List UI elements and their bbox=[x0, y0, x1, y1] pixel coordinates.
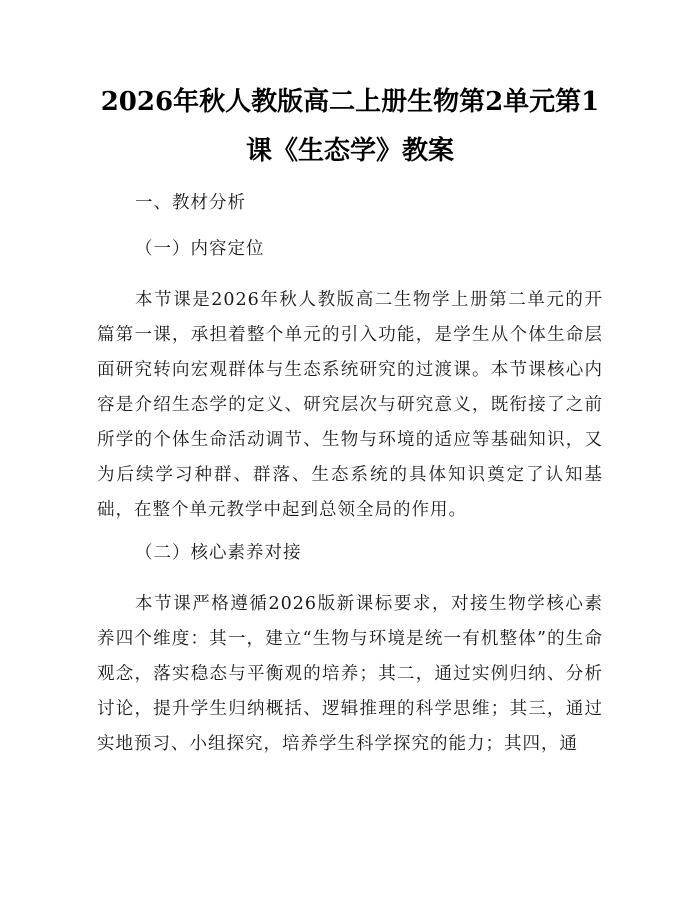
subsection-heading: （一）内容定位 bbox=[135, 239, 265, 259]
document-title: 2026年秋人教版高二上册生物第2单元第1课《生态学》教案 bbox=[100, 87, 600, 166]
subsection-heading: （二）核心素养对接 bbox=[135, 543, 302, 563]
body-paragraph: 本节课是2026年秋人教版高二生物学上册第二单元的开篇第一课，承担着整个单元的引入功能，是学生从个体生命层面研究转向宏观群体与生态系统研究的过渡课。本节课核心内容是介绍生态学的定义、研究层次与研究意义，既衔接了之前所学的个体生命活动调节、生物与环境的适应等基础知识，又为后续学习种群、群落、生态系统的具体知识奠定了认知基础，在整个单元教学中起到总领全局的作用。 bbox=[97, 290, 603, 520]
body-paragraph: 本节课严格遵循2026版新课标要求，对接生物学核心素养四个维度：其一，建立“生物与环境是统一有机整体”的生命观念，落实稳态与平衡观的培养；其二，通过实例归纳、分析讨论，提升学生归纳概括、逻辑推理的科学思维；其三，通过实地预习、小组探究，培养学生科学探究的能力；其四，通 bbox=[97, 594, 603, 754]
section-heading: 一、教材分析 bbox=[135, 193, 246, 213]
